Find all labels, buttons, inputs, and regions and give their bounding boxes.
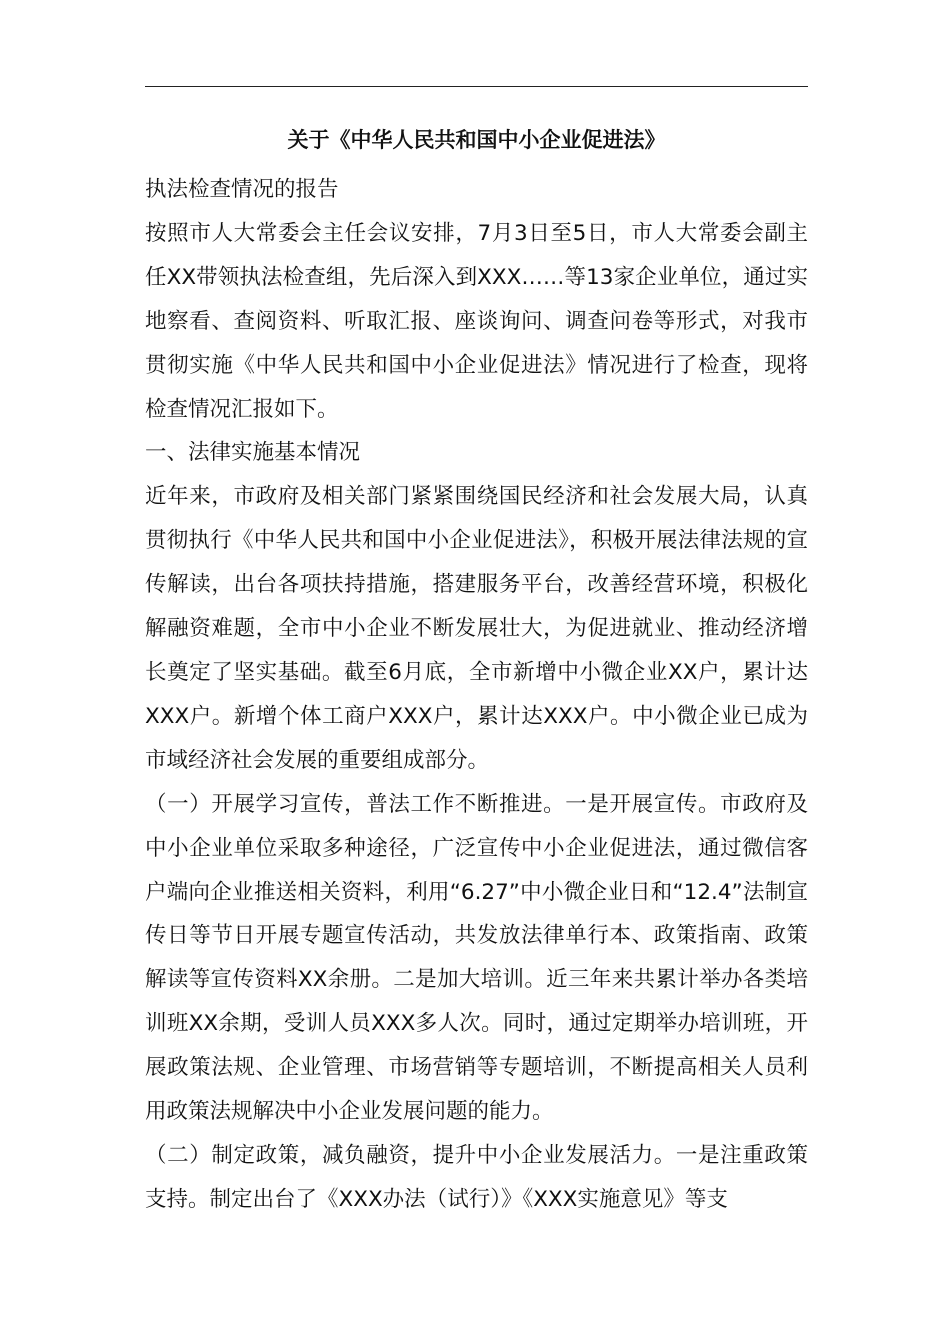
subsection-1-paragraph: （一）开展学习宣传，普法工作不断推进。一是开展宣传。市政府及中小企业单位采取多种途径，广泛宣传中小企业促进法，通过微信客户端向企业推送相关资料，利用“6.27”中小微企业日和“12.4”法制宣传日等节日开展专题宣传活动，共发放法律单行本、政策指南、政策解读等宣传资料XX余册。二是加大培训。近三年来共累计举办各类培训班XX余期，受训人员XXX多人次。同时，通过定期举办培训班，开展政策法规、企业管理、市场营销等专题培训，不断提高相关人员利用政策法规解决中小企业发展问题的能力。 <box>145 791 808 1125</box>
intro-paragraph: 按照市人大常委会主任会议安排，7月3日至5日，市人大常委会副主任XX带领执法检查组，先后深入到XXX……等13家企业单位，通过实地察看、查阅资料、听取汇报、座谈询问、调查问卷等形式，对我市贯彻实施《中华人民共和国中小企业促进法》情况进行了检查，现将检查情况汇报如下。 <box>145 220 808 422</box>
section-heading-1: 一、法律实施基本情况 <box>145 440 361 466</box>
report-subtitle: 执法检查情况的报告 <box>145 177 339 202</box>
overview-paragraph: 近年来，市政府及相关部门紧紧围绕国民经济和社会发展大局，认真贯彻执行《中华人民共和国中小企业促进法》，积极开展法律法规的宣传解读，出台各项扶持措施，搭建服务平台，改善经营环境，积极化解融资难题，全市中小企业不断发展壮大，为促进就业、推动经济增长奠定了坚实基础。截至6月底，全市新增中小微企业XX户，累计达XXX户。新增个体工商户XXX户，累计达XXX户。中小微企业已成为市域经济社会发展的重要组成部分。 <box>145 484 808 773</box>
header-rule <box>145 86 808 87</box>
subsection-2-paragraph: （二）制定政策，减负融资，提升中小企业发展活力。一是注重政策支持。制定出台了《XXX办法（试行）》《XXX实施意见》等支 <box>145 1142 808 1212</box>
document-body <box>145 168 808 1222</box>
document-title: 关于《中华人民共和国中小企业促进法》 <box>287 128 666 152</box>
